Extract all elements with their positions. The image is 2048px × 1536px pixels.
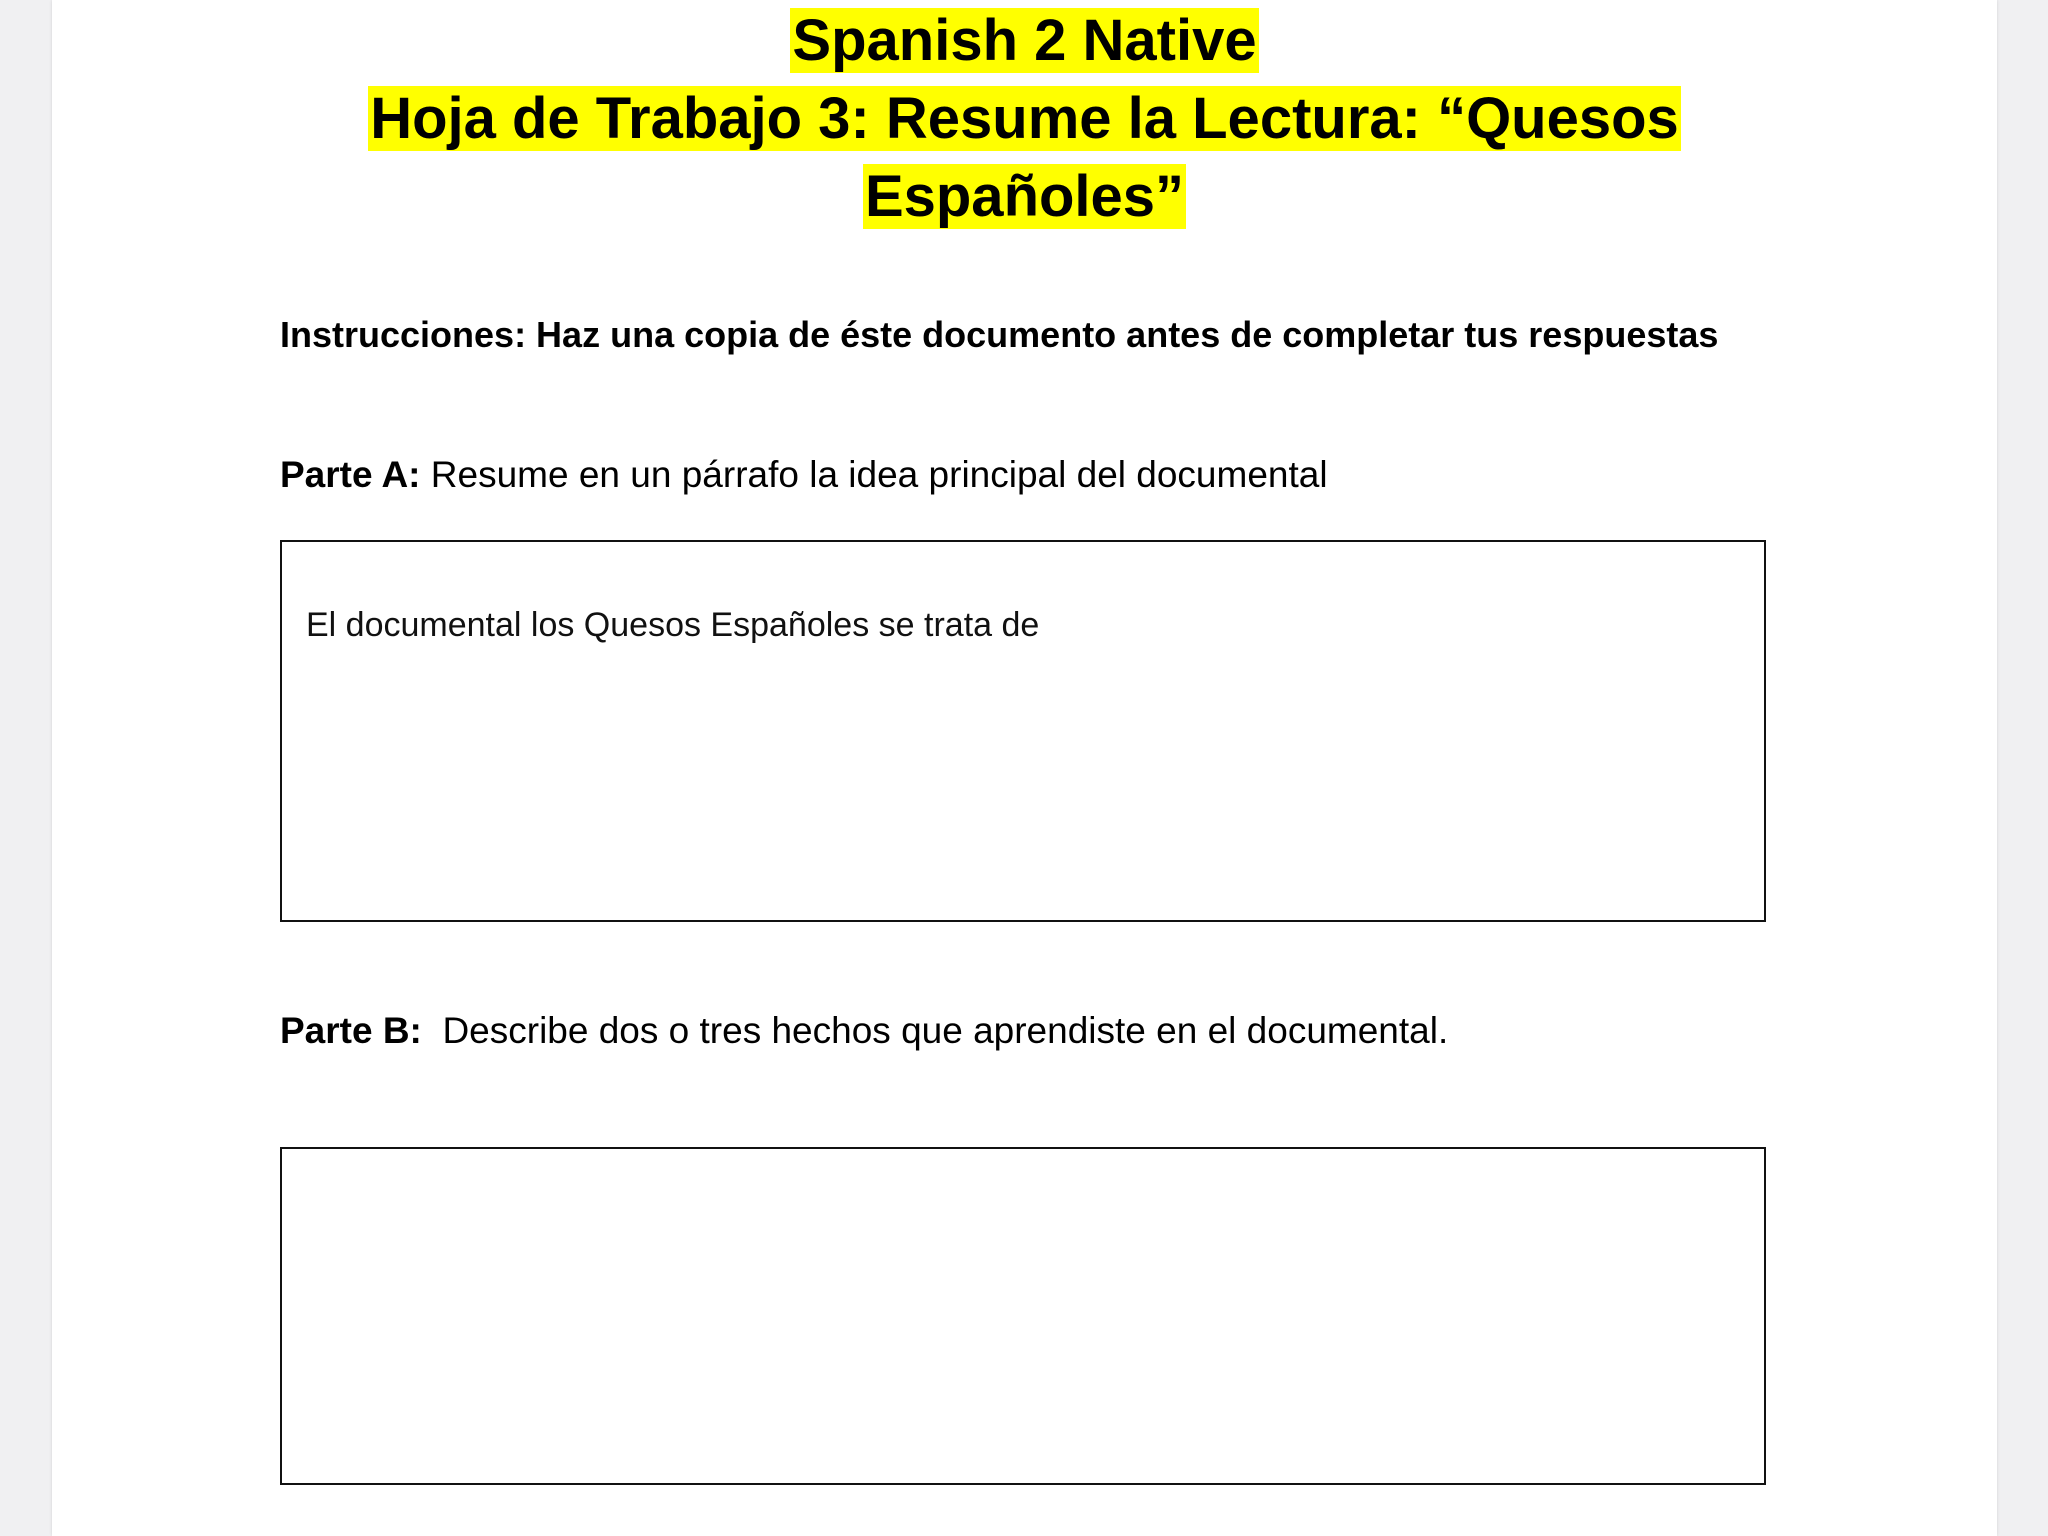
part-b-answer-box[interactable] (280, 1147, 1766, 1485)
document-subtitle-continued (52, 158, 1997, 236)
title-line-1: Spanish 2 Native (792, 8, 1257, 73)
part-a-prompt (280, 452, 1328, 498)
title-line-2: Hoja de Trabajo 3: Resume la Lectura: “Quesos (370, 86, 1679, 151)
part-b-question: Describe dos o tres hechos que aprendiste en el documental. (421, 1010, 1449, 1051)
document-page (52, 0, 1997, 1536)
part-b-label: Parte B: (280, 1010, 422, 1051)
part-a-label: Parte A: (280, 454, 421, 495)
part-a-question: Resume en un párrafo la idea principal del documental (420, 454, 1328, 495)
document-title (52, 2, 1997, 80)
document-subtitle (52, 80, 1997, 158)
part-a-answer-text[interactable]: El documental los Quesos Españoles se trata de (306, 606, 1040, 644)
instructions-text: Instrucciones: Haz una copia de éste documento antes de completar tus respuestas (280, 314, 1719, 355)
part-a-answer-box[interactable] (280, 540, 1766, 922)
part-b-prompt (280, 1008, 1448, 1054)
title-line-3: Españoles” (864, 164, 1185, 229)
